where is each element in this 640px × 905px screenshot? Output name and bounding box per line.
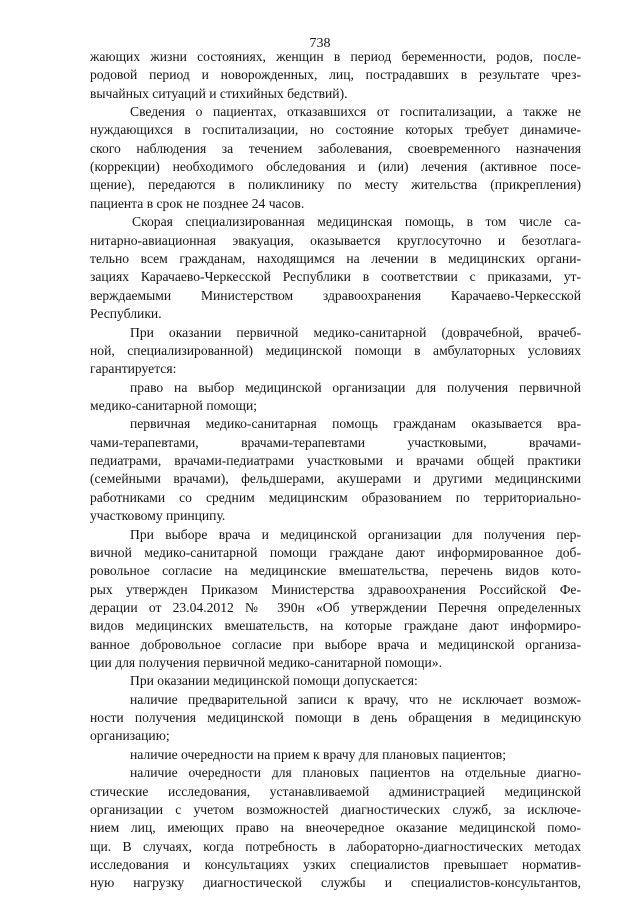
text-line: щи. В случаях, когда потребность в лабораторно-диагностических методах xyxy=(90,839,581,854)
text-line: право на выбор медицинской организации для получения первичной xyxy=(130,380,581,395)
text-line: ной, специализированной) медицинской помощи в амбулаторных условиях xyxy=(90,343,581,358)
text-line: тельно всем гражданам, находящимся на лечении в медицинских органи- xyxy=(90,251,581,266)
text-line: медико-санитарной помощи; xyxy=(90,398,258,413)
text-line: ванное добровольное согласие при выборе врача и медицинской организа- xyxy=(90,637,581,652)
text-line: нием лиц, имеющих право на внеочередное оказание медицинской помо- xyxy=(90,820,581,835)
text-line: При оказании медицинской помощи допускается: xyxy=(130,673,418,688)
text-line: верждаемыми Министерством здравоохранения Карачаево-Черкесской xyxy=(90,288,581,303)
text-line: ции для получения первичной медико-санитарной помощи». xyxy=(90,655,442,670)
text-line: (коррекции) необходимого обследования и (или) лечения (активное посе- xyxy=(90,159,581,174)
text-line: родовой период и новорожденных, лиц, пострадавших в результате чрез- xyxy=(90,67,581,82)
text-line: исследования и консультациях узких специалистов превышает норматив- xyxy=(90,857,581,872)
text-line: стические исследования, устанавливаемой администрацией медицинской xyxy=(90,784,581,799)
text-line: нуждающихся в госпитализации, но состояние которых требует динамиче- xyxy=(90,122,581,137)
text-line: При выборе врача и медицинской организации для получения пер- xyxy=(130,527,581,542)
text-line: При оказании первичной медико-санитарной (доврачебной, врачеб- xyxy=(130,325,581,340)
text-line: чами-терапевтами, врачами-терапевтами участковыми, врачами- xyxy=(90,435,581,450)
text-line: вичной медико-санитарной помощи граждане дают информированное доб- xyxy=(90,545,581,560)
text-line: первичная медико-санитарная помощь гражданам оказывается вра- xyxy=(130,416,581,431)
text-line: участковому принципу. xyxy=(90,508,226,523)
text-line: организации с учетом возможностей диагностических служб, за исключе- xyxy=(90,802,581,817)
text-line: наличие очередности для плановых пациентов на отдельные диагно- xyxy=(130,765,581,780)
text-line: ную нагрузку диагностической службы и специалистов-консультантов, xyxy=(90,875,581,890)
text-line: Скорая специализированная медицинская помощь, в том числе са- xyxy=(132,214,581,229)
text-line: ского наблюдения за течением заболевания, своевременного назначения xyxy=(90,141,581,156)
text-line: педиатрами, врачами-педиатрами участковыми и врачами общей практики xyxy=(90,453,581,468)
text-line: жающих жизни состояниях, женщин в период беременности, родов, после- xyxy=(90,49,581,64)
text-line: щение), передаются в поликлинику по месту жительства (прикрепления) xyxy=(90,177,581,192)
text-line: рых утвержден Приказом Министерства здравоохранения Российской Фе- xyxy=(90,582,581,597)
text-line: работниками со средним медицинским образованием по территориально- xyxy=(90,490,581,505)
text-line: дерации от 23.04.2012 № 390н «Об утверждении Перечня определенных xyxy=(90,600,581,615)
text-line: наличие предварительной записи к врачу, что не исключает возмож- xyxy=(130,692,581,707)
text-line: пациента в срок не позднее 24 часов. xyxy=(90,196,305,211)
text-line: (семейными врачами), фельдшерами, акушерами и другими медицинскими xyxy=(90,471,581,486)
text-line: ровольное согласие на медицинские вмешательства, перечень видов кото- xyxy=(90,563,581,578)
page-number: 738 xyxy=(309,36,331,51)
text-line: наличие очередности на прием к врачу для плановых пациентов; xyxy=(130,747,506,762)
text-line: вычайных ситуаций и стихийных бедствий). xyxy=(90,86,348,101)
text-line: Сведения о пациентах, отказавшихся от госпитализации, а также не xyxy=(130,104,581,119)
text-line: видов медицинских вмешательств, на которые граждане дают информиро- xyxy=(90,618,581,633)
text-line: нитарно-авиационная эвакуация, оказывается круглосуточно и безотлага- xyxy=(90,233,581,248)
text-line: зациях Карачаево-Черкесской Республики в соответствии с приказами, ут- xyxy=(90,269,581,284)
text-line: организацию; xyxy=(90,728,170,743)
text-line: гарантируется: xyxy=(90,361,177,376)
text-line: ности получения медицинской помощи в день обращения в медицинскую xyxy=(90,710,581,725)
text-line: Республики. xyxy=(90,306,162,321)
